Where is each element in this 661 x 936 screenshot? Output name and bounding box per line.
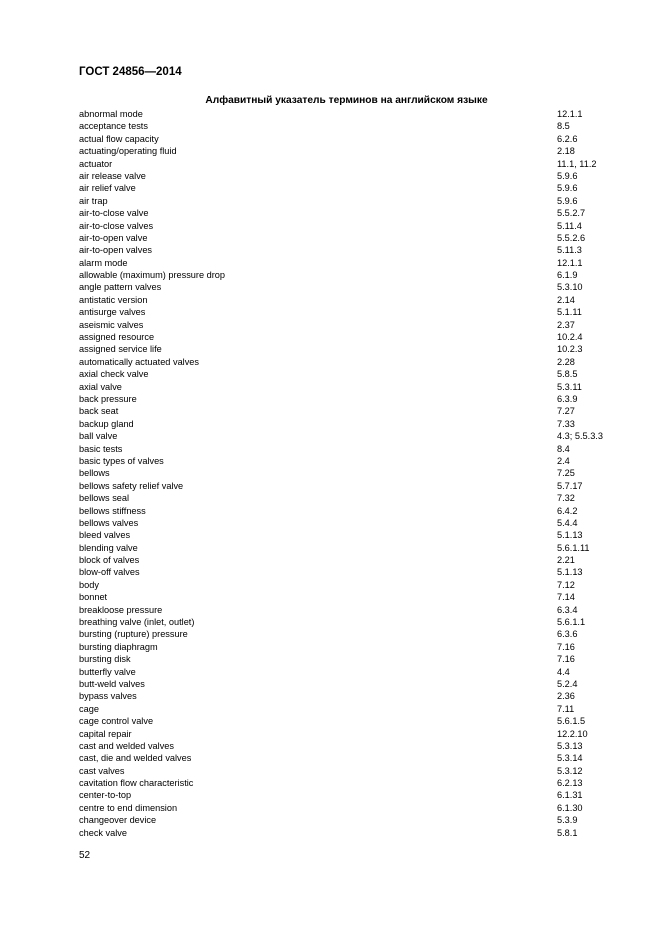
index-entry <box>0 108 661 120</box>
index-entry-term: cavitation flow characteristic <box>79 778 194 789</box>
index-entry <box>0 505 661 517</box>
index-entry <box>0 765 661 777</box>
index-entry-reference: 7.12 <box>557 579 575 590</box>
index-entry-reference: 12.1.1 <box>557 257 583 268</box>
index-entry-term: air-to-close valve <box>79 208 149 219</box>
index-entry-term: bursting diaphragm <box>79 641 158 652</box>
index-entry-reference: 7.14 <box>557 592 575 603</box>
index-entry-reference: 5.1.13 <box>557 530 583 541</box>
index-entry <box>0 591 661 603</box>
index-entry-term: breakloose pressure <box>79 604 163 615</box>
index-entry <box>0 331 661 343</box>
index-entry-reference: 2.21 <box>557 555 575 566</box>
index-entry-reference: 7.25 <box>557 468 575 479</box>
index-entry <box>0 306 661 318</box>
index-entry-term: check valve <box>79 827 128 838</box>
index-entry-term: back pressure <box>79 393 137 404</box>
index-entry <box>0 133 661 145</box>
index-entry-reference: 5.3.12 <box>557 765 583 776</box>
index-entry-reference: 5.9.6 <box>557 195 578 206</box>
index-entry <box>0 604 661 616</box>
index-entry-term: blow-off valves <box>79 567 140 578</box>
index-entry-reference: 5.9.6 <box>557 170 578 181</box>
index-entry-term: bellows stiffness <box>79 505 146 516</box>
index-entry-reference: 8.4 <box>557 443 570 454</box>
index-entry <box>0 195 661 207</box>
index-entry-term: butt-weld valves <box>79 678 145 689</box>
index-entry <box>0 728 661 740</box>
index-entry-term: bellows valves <box>79 517 139 528</box>
index-entry-reference: 6.4.2 <box>557 505 578 516</box>
document-code: ГОСТ 24856—2014 <box>79 66 182 78</box>
index-entry-term: centre to end dimension <box>79 802 178 813</box>
index-entry-term: cage control valve <box>79 716 154 727</box>
index-entry-reference: 6.1.30 <box>557 802 583 813</box>
index-entry-reference: 2.4 <box>557 455 570 466</box>
index-entry <box>0 455 661 467</box>
index-entry-reference: 7.27 <box>557 406 575 417</box>
index-entry-reference: 5.3.14 <box>557 753 583 764</box>
index-entry <box>0 418 661 430</box>
index-entry <box>0 257 661 269</box>
index-entry-reference: 5.6.1.1 <box>557 617 586 628</box>
index-entry <box>0 789 661 801</box>
index-entry-reference: 2.37 <box>557 319 575 330</box>
index-entry-term: block of valves <box>79 555 140 566</box>
index-entry-term: antistatic version <box>79 294 148 305</box>
index-entry <box>0 802 661 814</box>
index-entry-reference: 5.3.13 <box>557 740 583 751</box>
index-entry <box>0 158 661 170</box>
index-entry-reference: 5.1.13 <box>557 567 583 578</box>
index-entry-reference: 5.8.5 <box>557 369 578 380</box>
index-entry-term: bursting disk <box>79 654 131 665</box>
index-entry-term: actuator <box>79 158 113 169</box>
index-entry-reference: 5.7.17 <box>557 480 583 491</box>
index-entry-term: cast and welded valves <box>79 740 174 751</box>
index-entry-reference: 7.16 <box>557 641 575 652</box>
index-entry-reference: 5.6.1.5 <box>557 716 586 727</box>
index-entry-term: bonnet <box>79 592 108 603</box>
index-entry <box>0 182 661 194</box>
index-entry-reference: 6.3.4 <box>557 604 578 615</box>
index-entry <box>0 678 661 690</box>
index-entry-reference: 6.1.31 <box>557 790 583 801</box>
index-entry-reference: 5.3.11 <box>557 381 582 392</box>
index-entry-reference: 7.16 <box>557 654 575 665</box>
index-entry <box>0 529 661 541</box>
index-entry-reference: 5.3.9 <box>557 815 578 826</box>
index-entry-term: center-to-top <box>79 790 132 801</box>
index-entry <box>0 356 661 368</box>
index-entry-term: abnormal mode <box>79 109 143 119</box>
index-entry <box>0 145 661 157</box>
index-entry-term: angle pattern valves <box>79 282 162 293</box>
index-entry <box>0 814 661 826</box>
index-entry-term: bypass valves <box>79 691 137 702</box>
index-entry-reference: 5.5.2.6 <box>557 232 586 243</box>
index-entry <box>0 294 661 306</box>
index-entry-term: air relief valve <box>79 183 136 194</box>
index-entry <box>0 430 661 442</box>
index-entry-term: air-to-open valve <box>79 232 148 243</box>
index-entry-reference: 2.14 <box>557 294 575 305</box>
index-entry <box>0 715 661 727</box>
index-entry-term: assigned resource <box>79 332 155 343</box>
index-entry <box>0 641 661 653</box>
index-entry-reference: 5.2.4 <box>557 678 578 689</box>
index-entry <box>0 653 661 665</box>
index-entry-term: basic tests <box>79 443 123 454</box>
index-entry-reference: 7.32 <box>557 493 575 504</box>
index-entry-reference: 8.5 <box>557 121 570 132</box>
index-entry <box>0 381 661 393</box>
index-entry <box>0 492 661 504</box>
index-entry <box>0 281 661 293</box>
index-title-text: Алфавитный указатель терминов на английском языке <box>205 95 488 106</box>
index-entry-term: cast valves <box>79 765 125 776</box>
index-entry-term: breathing valve (inlet, outlet) <box>79 617 195 628</box>
index-entry <box>0 368 661 380</box>
index-entry-reference: 10.2.3 <box>557 344 583 355</box>
index-entry <box>0 220 661 232</box>
index-entries-list <box>0 108 661 839</box>
index-entry <box>0 740 661 752</box>
index-entry-term: aseismic valves <box>79 319 144 330</box>
index-entry-term: acceptance tests <box>79 121 148 132</box>
index-entry <box>0 232 661 244</box>
index-entry-reference: 6.2.13 <box>557 778 583 789</box>
index-entry <box>0 467 661 479</box>
index-entry-term: axial check valve <box>79 369 149 380</box>
index-entry <box>0 616 661 628</box>
index-entry-term: backup gland <box>79 418 134 429</box>
index-entry-term: bellows seal <box>79 493 130 504</box>
index-entry-reference: 4.4 <box>557 666 570 677</box>
index-entry-term: air-to-open valves <box>79 245 153 256</box>
index-entry-term: air trap <box>79 195 108 206</box>
index-entry <box>0 628 661 640</box>
index-entry-term: bleed valves <box>79 530 131 541</box>
index-entry-term: assigned service life <box>79 344 162 355</box>
index-entry-reference: 12.2.10 <box>557 728 588 739</box>
index-entry-reference: 7.11 <box>557 703 575 714</box>
index-entry <box>0 777 661 789</box>
index-entry <box>0 480 661 492</box>
index-entry-term: cast, die and welded valves <box>79 753 192 764</box>
index-entry-reference: 6.3.9 <box>557 393 578 404</box>
index-entry-term: actual flow capacity <box>79 133 159 144</box>
index-entry-reference: 5.9.6 <box>557 183 578 194</box>
index-entry-reference: 5.8.1 <box>557 827 578 838</box>
index-entry-term: axial valve <box>79 381 122 392</box>
index-entry-term: air release valve <box>79 170 146 181</box>
index-entry-term: air-to-close valves <box>79 220 154 231</box>
index-entry-reference: 5.5.2.7 <box>557 208 586 219</box>
index-entry-term: back seat <box>79 406 119 417</box>
index-entry <box>0 566 661 578</box>
index-entry-reference: 5.11.4 <box>557 220 582 231</box>
index-entry-reference: 7.33 <box>557 418 575 429</box>
index-entry <box>0 405 661 417</box>
index-entry-term: automatically actuated valves <box>79 356 200 367</box>
index-entry-reference: 5.1.11 <box>557 307 582 318</box>
index-entry-term: ball valve <box>79 431 118 442</box>
index-entry <box>0 319 661 331</box>
index-entry-reference: 5.4.4 <box>557 517 578 528</box>
index-entry-reference: 2.18 <box>557 146 575 157</box>
index-entry-reference: 5.6.1.11 <box>557 542 590 553</box>
index-entry-term: antisurge valves <box>79 307 146 318</box>
index-entry-term: actuating/operating fluid <box>79 146 177 157</box>
index-entry-reference: 6.1.9 <box>557 270 578 281</box>
index-entry <box>0 170 661 182</box>
page-number: 52 <box>79 850 91 861</box>
index-entry <box>0 393 661 405</box>
index-entry-term: changeover device <box>79 815 157 826</box>
index-entry-term: cage <box>79 703 99 714</box>
index-entry-reference: 6.3.6 <box>557 629 578 640</box>
index-entry <box>0 443 661 455</box>
index-entry-reference: 5.3.10 <box>557 282 583 293</box>
index-entry <box>0 579 661 591</box>
index-entry <box>0 120 661 132</box>
index-entry <box>0 343 661 355</box>
index-entry <box>0 517 661 529</box>
index-entry-reference: 2.28 <box>557 356 575 367</box>
index-entry-term: allowable (maximum) pressure drop <box>79 270 226 281</box>
index-entry-term: blending valve <box>79 542 138 553</box>
index-entry-term: alarm mode <box>79 257 128 268</box>
index-entry <box>0 752 661 764</box>
index-entry-reference: 6.2.6 <box>557 133 578 144</box>
index-entry-term: capital repair <box>79 728 132 739</box>
index-entry-term: basic types of valves <box>79 455 164 466</box>
index-entry-term: body <box>79 579 99 590</box>
index-entry <box>0 703 661 715</box>
index-entry-reference: 2.36 <box>557 691 575 702</box>
index-entry-reference: 10.2.4 <box>557 332 583 343</box>
index-entry-reference: 11.1, 11.2 <box>557 158 597 169</box>
index-title <box>0 95 661 106</box>
index-entry <box>0 554 661 566</box>
index-entry <box>0 269 661 281</box>
index-entry <box>0 244 661 256</box>
index-entry <box>0 827 661 839</box>
index-entry-term: bellows safety relief valve <box>79 480 184 491</box>
index-entry <box>0 207 661 219</box>
index-entry-reference: 12.1.1 <box>557 109 583 119</box>
index-entry-reference: 5.11.3 <box>557 245 582 256</box>
index-entry <box>0 542 661 554</box>
index-entry-term: butterfly valve <box>79 666 136 677</box>
index-entry <box>0 690 661 702</box>
index-entry-term: bellows <box>79 468 110 479</box>
index-entry-term: bursting (rupture) pressure <box>79 629 188 640</box>
index-entry-reference: 4.3; 5.5.3.3 <box>557 431 603 442</box>
index-entry <box>0 666 661 678</box>
